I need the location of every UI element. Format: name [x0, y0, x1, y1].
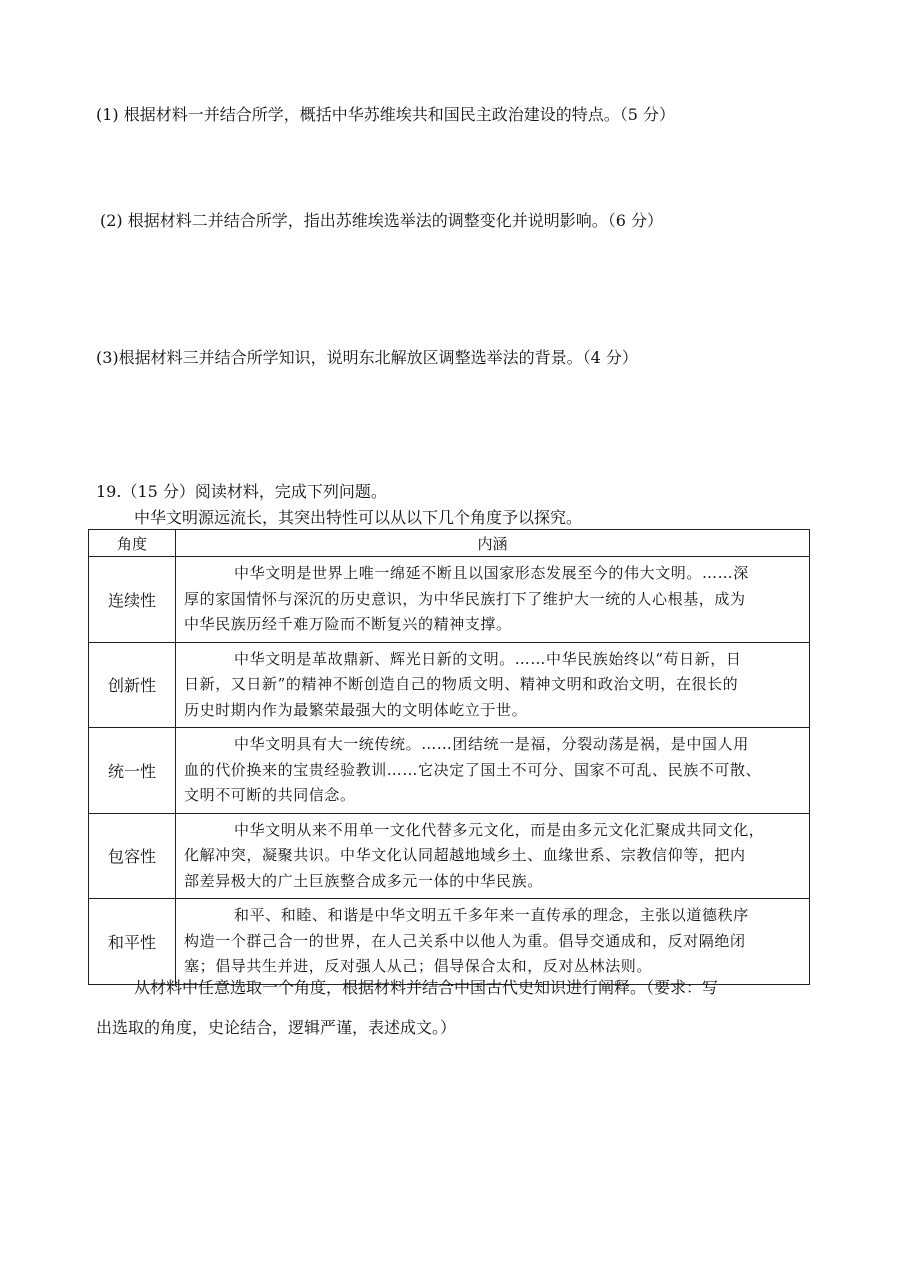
- meaning-cell: [176, 557, 810, 643]
- angle-cell: 创新性: [89, 642, 176, 728]
- question-19-intro: 中华文明源远流长，其突出特性可以从以下几个角度予以探究。: [134, 508, 583, 527]
- meaning-line: 部差异极大的广土巨族整合成多元一体的中华民族。: [184, 871, 543, 890]
- meaning-line: 历史时期内作为最繁荣最强大的文明体屹立于世。: [184, 700, 528, 719]
- meaning-line: 日新，又日新”的精神不断创造自己的物质文明、精神文明和政治文明，在很长的: [184, 675, 739, 693]
- angle-cell: 包容性: [89, 813, 176, 899]
- task-line-1: 从材料中任意选取一个角度，根据材料并结合中国古代史知识进行阐释。（要求：写: [134, 978, 719, 997]
- header-meaning: 内涵: [176, 530, 810, 557]
- question-19-title: 19.（15 分）阅读材料，完成下列问题。: [96, 482, 387, 501]
- meaning-line: 塞；倡导共生并进，反对强人从己；倡导保合太和，反对丛林法则。: [184, 957, 653, 975]
- characteristics-table: [88, 529, 810, 985]
- meaning-cell: [176, 642, 810, 728]
- meaning-cell: [176, 899, 810, 985]
- meaning-line: 化解冲突，凝聚共识。中华文化认同超越地域乡土、血缘世系、宗教信仰等，把内: [184, 846, 746, 864]
- angle-cell: 和平性: [89, 899, 176, 985]
- meaning-line: 中华民族历经千难万险而不断复兴的精神支撑。: [184, 615, 512, 633]
- meaning-cell: [176, 813, 810, 899]
- question-3: (3)根据材料三并结合所学知识，说明东北解放区调整选举法的背景。（4 分）: [96, 348, 638, 367]
- meaning-line: 和平、和睦、和谐是中华文明五千多年来一直传承的理念，主张以道德秩序: [234, 906, 749, 924]
- table-row: [89, 813, 810, 899]
- table-row: [89, 557, 810, 643]
- meaning-line: 中华文明是世界上唯一绵延不断且以国家形态发展至今的伟大文明。……深: [234, 564, 749, 582]
- meaning-line: 中华文明具有大一统传统。……团结统一是福，分裂动荡是祸，是中国人用: [234, 735, 749, 753]
- meaning-line: 文明不可断的共同信念。: [184, 786, 356, 804]
- meaning-line: 厚的家国情怀与深沉的历史意识，为中华民族打下了维护大一统的人心根基，成为: [184, 589, 746, 608]
- table-row: [89, 728, 810, 814]
- meaning-line: 血的代价换来的宝贵经验教训……它决定了国土不可分、国家不可乱、民族不可散、: [184, 760, 762, 779]
- table-row: [89, 899, 810, 985]
- header-angle: 角度: [89, 530, 176, 557]
- task-line-2: 出选取的角度，史论结合，逻辑严谨，表述成文。）: [96, 1018, 457, 1037]
- question-2: (2) 根据材料二并结合所学，指出苏维埃选举法的调整变化并说明影响。（6 分）: [100, 211, 664, 230]
- meaning-line: 中华文明是革故鼎新、辉光日新的文明。……中华民族始终以“苟日新，日: [234, 649, 742, 668]
- meaning-cell: [176, 728, 810, 814]
- angle-cell: 连续性: [89, 557, 176, 643]
- meaning-line: 构造一个群己合一的世界，在人己关系中以他人为重。倡导交通成和，反对隔绝闭: [184, 931, 746, 950]
- question-1: (1) 根据材料一并结合所学，概括中华苏维埃共和国民主政治建设的特点。（5 分）: [96, 105, 676, 124]
- table-row: [89, 642, 810, 728]
- meaning-line: 中华文明从来不用单一文化代替多元文化，而是由多元文化汇聚成共同文化，: [234, 820, 765, 839]
- angle-cell: 统一性: [89, 728, 176, 814]
